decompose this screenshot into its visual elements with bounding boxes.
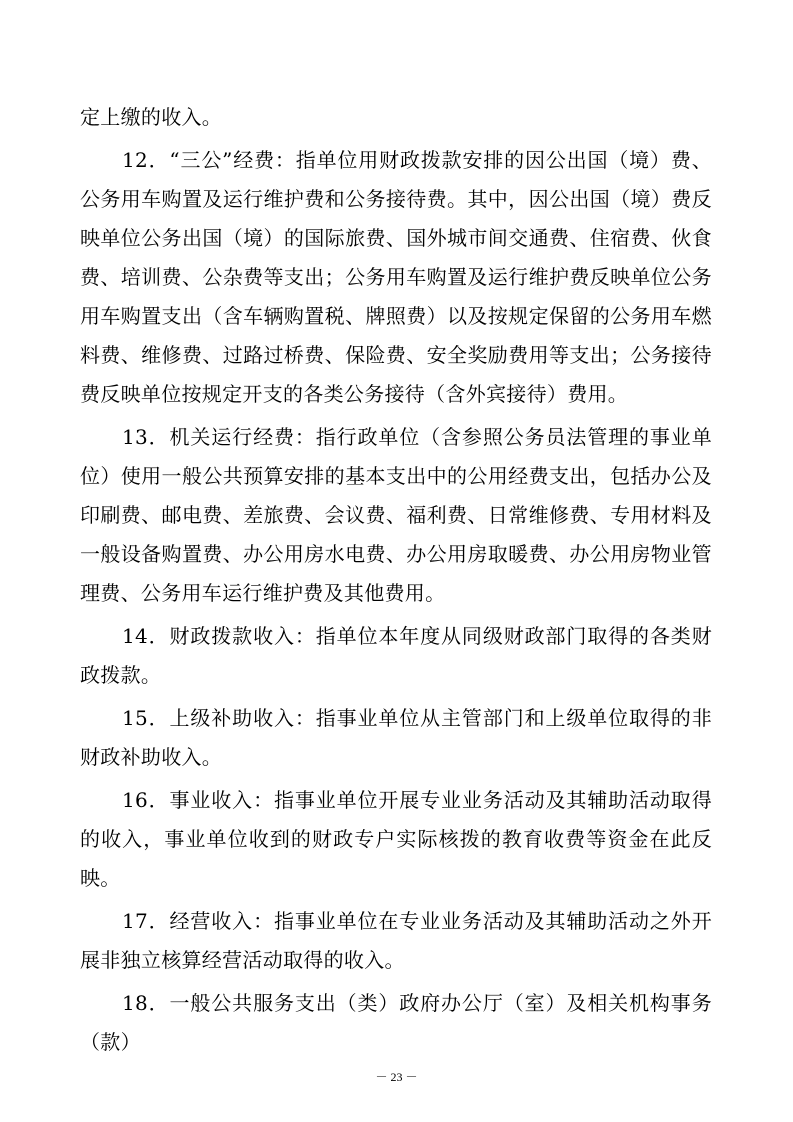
page-number: － 23 － bbox=[375, 1070, 418, 1084]
paragraph-item-13: 13．机关运行经费：指行政单位（含参照公务员法管理的事业单位）使用一般公共预算安排的基本支出中的公用经费支出，包括办公及印刷费、邮电费、差旅费、会议费、福利费、日常维修费、专用材料及一般设备购置费、办公用房水电费、办公用房取暖费、办公用房物业管理费、公务用车运行维护费及其他费用。 bbox=[80, 425, 712, 605]
paragraph-item-16: 16．事业收入：指事业单位开展专业业务活动及其辅助活动取得的收入，事业单位收到的财政专户实际核拨的教育收费等资金在此反映。 bbox=[80, 788, 712, 890]
document-body bbox=[80, 98, 712, 1062]
paragraph-item-12: 12．“三公”经费：指单位用财政拨款安排的因公出国（境）费、公务用车购置及运行维护费和公务接待费。其中，因公出国（境）费反映单位公务出国（境）的国际旅费、国外城市间交通费、住宿费、伙食费、培训费、公杂费等支出；公务用车购置及运行维护费反映单位公务用车购置支出（含车辆购置税、牌照费）以及按规定保留的公务用车燃料费、维修费、过路过桥费、保险费、安全奖励费用等支出；公务接待费反映单位按规定开支的各类公务接待（含外宾接待）费用。 bbox=[80, 148, 712, 406]
paragraph-item-15: 15．上级补助收入：指事业单位从主管部门和上级单位取得的非财政补助收入。 bbox=[80, 706, 712, 769]
paragraph-continuation: 定上缴的收入。 bbox=[80, 105, 223, 129]
paragraph-item-18: 18．一般公共服务支出（类）政府办公厅（室）及相关机构事务（款） bbox=[80, 991, 712, 1054]
paragraph-item-14: 14．财政拨款收入：指单位本年度从同级财政部门取得的各类财政拨款。 bbox=[80, 624, 712, 687]
paragraph-item-17: 17．经营收入：指事业单位在专业业务活动及其辅助活动之外开展非独立核算经营活动取得的收入。 bbox=[80, 909, 712, 972]
